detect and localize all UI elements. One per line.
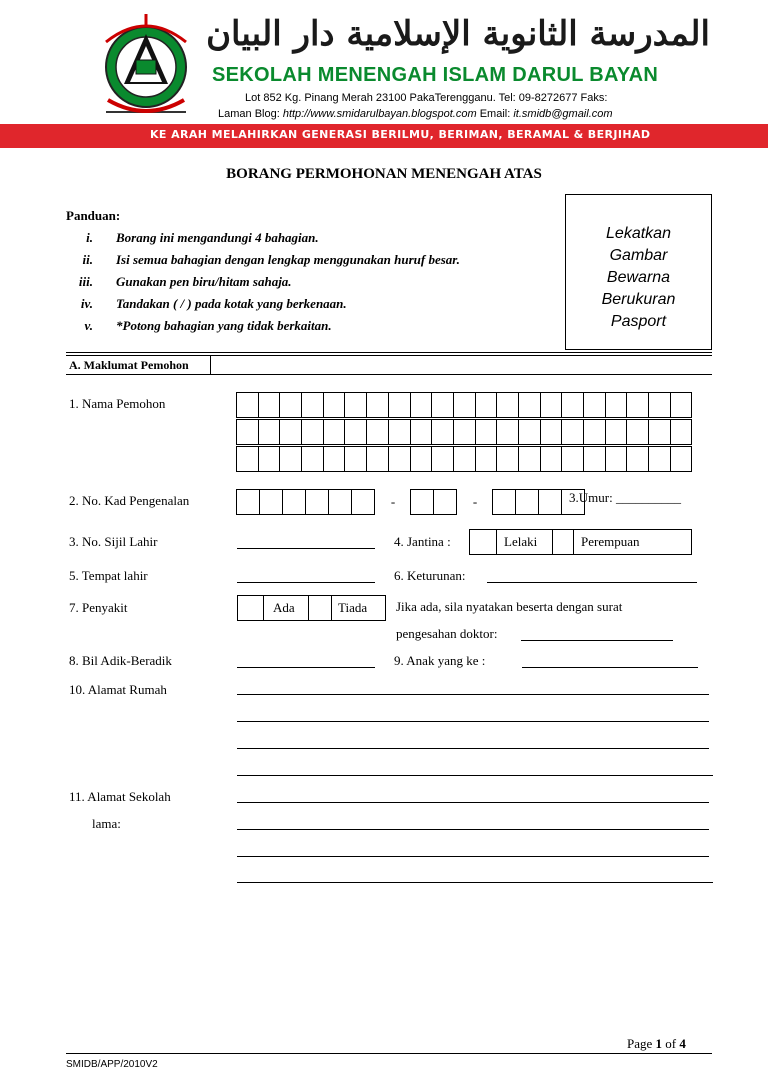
ethnicity-label: 6. Keturunan: (394, 568, 466, 583)
blog-label: Laman Blog: (218, 108, 280, 120)
ic-dash: - (390, 494, 396, 509)
name-input-row-1[interactable] (237, 392, 692, 418)
divider (210, 355, 211, 375)
home-address-line[interactable] (237, 748, 709, 749)
home-address-line[interactable] (237, 694, 709, 695)
photo-box-text: Bewarna (606, 269, 671, 286)
prev-school-line[interactable] (237, 802, 709, 803)
prev-school-line[interactable] (237, 856, 709, 857)
birthplace-input[interactable] (237, 582, 375, 583)
gender-label: 4. Jantina : (394, 534, 451, 549)
disease-yes-label: Ada (273, 600, 295, 615)
name-input-row-3[interactable] (237, 446, 692, 472)
guide-num: i. (86, 230, 93, 245)
prev-school-label: 11. Alamat Sekolah (69, 789, 171, 804)
gender-female-label: Perempuan (581, 534, 640, 549)
birth-cert-input[interactable] (237, 548, 375, 549)
guide-num: iii. (78, 274, 93, 289)
motto-text: KE ARAH MELAHIRKAN GENERASI BERILMU, BERIMAN, BERAMAL & BERJIHAD (150, 128, 651, 141)
doctor-confirm-input[interactable] (521, 640, 673, 641)
guide-num: iv. (80, 296, 93, 311)
siblings-input[interactable] (237, 667, 375, 668)
gender-male-label: Lelaki (504, 534, 538, 549)
home-address-line[interactable] (237, 721, 709, 722)
prev-school-label-cont: lama: (92, 816, 121, 831)
name-input-row-2[interactable] (237, 419, 692, 445)
child-order-input[interactable] (522, 667, 698, 668)
prev-school-line[interactable] (237, 829, 709, 830)
ethnicity-input[interactable] (487, 582, 697, 583)
guide-item: *Potong bahagian yang tidak berkaitan. (116, 318, 332, 333)
disease-label: 7. Penyakit (69, 600, 128, 615)
divider (66, 352, 712, 353)
birthplace-label: 5. Tempat lahir (69, 568, 148, 583)
disease-no-label: Tiada (338, 600, 368, 615)
form-title: BORANG PERMOHONAN MENENGAH ATAS (226, 166, 542, 182)
guide-heading: Panduan: (66, 208, 121, 223)
photo-box-text: Lekatkan (606, 225, 671, 242)
footer-divider (66, 1053, 712, 1054)
blog-url[interactable]: http://www.smidarulbayan.blogspot.com (282, 108, 477, 120)
school-address: Lot 852 Kg. Pinang Merah 23100 PakaTerengganu. Tel: 09-8272677 Faks: (245, 92, 608, 104)
age-field[interactable]: 3.Umur: __________ (569, 490, 681, 505)
guide-item: Isi semua bahagian dengan lengkap menggunakan huruf besar. (116, 252, 460, 267)
photo-box-text: Berukuran (601, 291, 676, 308)
school-logo (96, 12, 196, 122)
prev-school-line[interactable] (237, 882, 713, 883)
disease-note: Jika ada, sila nyatakan beserta dengan surat (396, 599, 623, 614)
ic-dash: - (472, 494, 478, 509)
siblings-label: 8. Bil Adik-Beradik (69, 653, 172, 668)
school-name-arabic: المدرسة الثانوية الإسلامية دار البيان (206, 14, 710, 54)
email-label: Email: (479, 108, 511, 120)
guide-item: Gunakan pen biru/hitam sahaja. (116, 274, 292, 289)
guide-item: Tandakan ( / ) pada kotak yang berkenaan. (116, 296, 347, 311)
doctor-confirm-label: pengesahan doktor: (396, 626, 498, 641)
disease-no-checkbox[interactable] (308, 595, 332, 621)
ic-input[interactable] (237, 489, 585, 515)
guide-num: v. (84, 318, 93, 333)
guide-item: Borang ini mengandungi 4 bahagian. (116, 230, 319, 245)
disease-yes-checkbox[interactable] (237, 595, 264, 621)
gender-female-checkbox[interactable] (552, 529, 574, 555)
email-address[interactable]: it.smidb@gmail.com (513, 108, 613, 120)
guide-num: ii. (82, 252, 93, 267)
form-code: SMIDB/APP/2010V2 (66, 1059, 158, 1070)
page-number: Page 1 of 4 (627, 1036, 686, 1051)
name-label: 1. Nama Pemohon (69, 396, 166, 411)
gender-male-checkbox[interactable] (469, 529, 497, 555)
home-address-line[interactable] (237, 775, 713, 776)
child-order-label: 9. Anak yang ke : (394, 653, 486, 668)
section-a-title: A. Maklumat Pemohon (69, 358, 189, 372)
birth-cert-label: 3. No. Sijil Lahir (69, 534, 158, 549)
ic-label: 2. No. Kad Pengenalan (69, 493, 190, 508)
home-address-label: 10. Alamat Rumah (69, 682, 167, 697)
school-contact (218, 108, 613, 120)
photo-box-text: Gambar (609, 247, 668, 264)
school-name: SEKOLAH MENENGAH ISLAM DARUL BAYAN (212, 64, 659, 86)
photo-box-text: Pasport (610, 313, 667, 330)
